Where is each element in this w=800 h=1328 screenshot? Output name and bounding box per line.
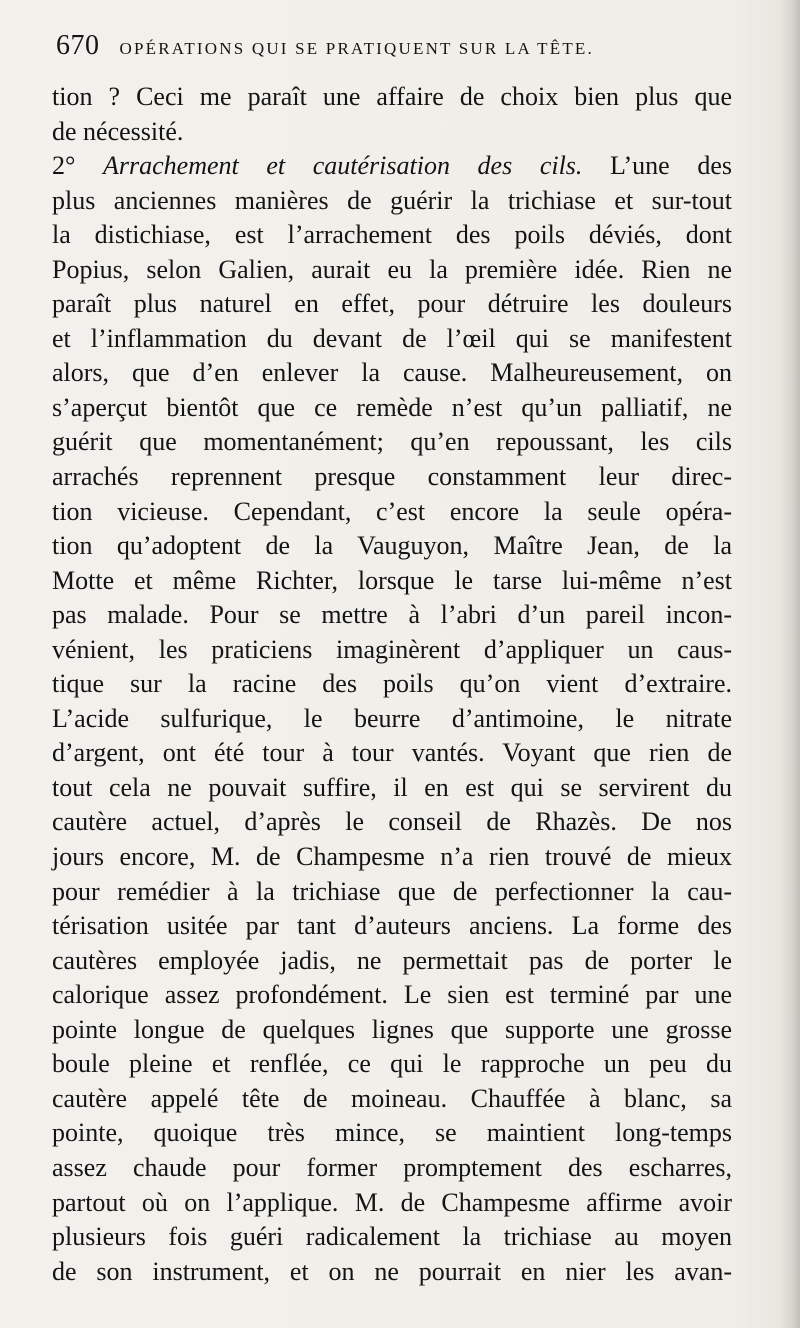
text-line: boule pleine et renflée, ce qui le rapproche un peu du — [52, 1049, 732, 1079]
text-line: partout où on l’applique. M. de Champesme affirme avoir — [52, 1187, 732, 1217]
text-line: tion qu’adoptent de la Vauguyon, Maître Jean, de la — [52, 531, 732, 561]
text-line: Popius, selon Galien, aurait eu la première idée. Rien ne — [52, 254, 732, 284]
text-line — [52, 149, 732, 184]
text-line: térisation usitée par tant d’auteurs anciens. La forme des — [52, 911, 732, 941]
text-line: calorique assez profondément. Le sien est terminé par une — [52, 980, 732, 1010]
text-line: pointe longue de quelques lignes que supporte une grosse — [52, 1014, 732, 1044]
text-line: plusieurs fois guéri radicalement la trichiase au moyen — [52, 1222, 732, 1252]
text-line: guérit que momentanément; qu’en repoussant, les cils — [52, 427, 732, 457]
page-header — [56, 30, 756, 70]
text-line: Motte et même Richter, lorsque le tarse lui-même n’est — [52, 565, 732, 595]
text-line: pour remédier à la trichiase que de perfectionner la cau- — [52, 876, 732, 906]
text-line: jours encore, M. de Champesme n’a rien trouvé de mieux — [52, 842, 732, 872]
text-line: cautère appelé tête de moineau. Chauffée à blanc, sa — [52, 1083, 732, 1113]
section-heading: Arrachement et cautérisation des cils. — [103, 151, 583, 181]
text-line: L’acide sulfurique, le beurre d’antimoine, le nitrate — [52, 703, 732, 733]
text-line: assez chaude pour former promptement des escharres, — [52, 1152, 732, 1182]
text-line: et l’inflammation du devant de l’œil qui se manifestent — [52, 323, 732, 353]
text-line: la distichiase, est l’arrachement des poils déviés, dont — [52, 220, 732, 250]
text-line: d’argent, ont été tour à tour vantés. Voyant que rien de — [52, 738, 732, 768]
text-line: de son instrument, et on ne pourrait en nier les avan- — [52, 1256, 732, 1286]
text-line: vénient, les praticiens imaginèrent d’appliquer un caus- — [52, 634, 732, 664]
text-line: s’aperçut bientôt que ce remède n’est qu’un palliatif, ne — [52, 392, 732, 422]
text-line: tout cela ne pouvait suffire, il en est qui se servirent du — [52, 772, 732, 802]
body-text — [52, 80, 732, 1289]
text-line: alors, que d’en enlever la cause. Malheureusement, on — [52, 358, 732, 388]
line-text: L’une des — [582, 151, 732, 181]
text-line: de nécessité. — [52, 116, 184, 146]
text-line: cautères employée jadis, ne permettait pas de porter le — [52, 945, 732, 975]
text-line: tique sur la racine des poils qu’on vient d’extraire. — [52, 669, 732, 699]
text-line: plus anciennes manières de guérir la trichiase et sur-tout — [52, 185, 732, 215]
text-line: paraît plus naturel en effet, pour détruire les douleurs — [52, 289, 732, 319]
text-line: cautère actuel, d’après le conseil de Rhazès. De nos — [52, 807, 732, 837]
page-gutter-shadow — [778, 0, 800, 1328]
text-line: pas malade. Pour se mettre à l’abri d’un pareil incon- — [52, 600, 732, 630]
text-line: arrachés reprennent presque constamment leur direc- — [52, 462, 732, 492]
page-number: 670 — [56, 30, 100, 61]
text-line: tion ? Ceci me paraît une affaire de choix bien plus que — [52, 82, 732, 111]
text-line: pointe, quoique très mince, se maintient long-temps — [52, 1118, 732, 1148]
section-number: 2° — [52, 151, 104, 181]
text-line: tion vicieuse. Cependant, c’est encore la seule opéra- — [52, 496, 732, 526]
running-head: OPÉRATIONS QUI SE PRATIQUENT SUR LA TÊTE. — [119, 39, 594, 58]
